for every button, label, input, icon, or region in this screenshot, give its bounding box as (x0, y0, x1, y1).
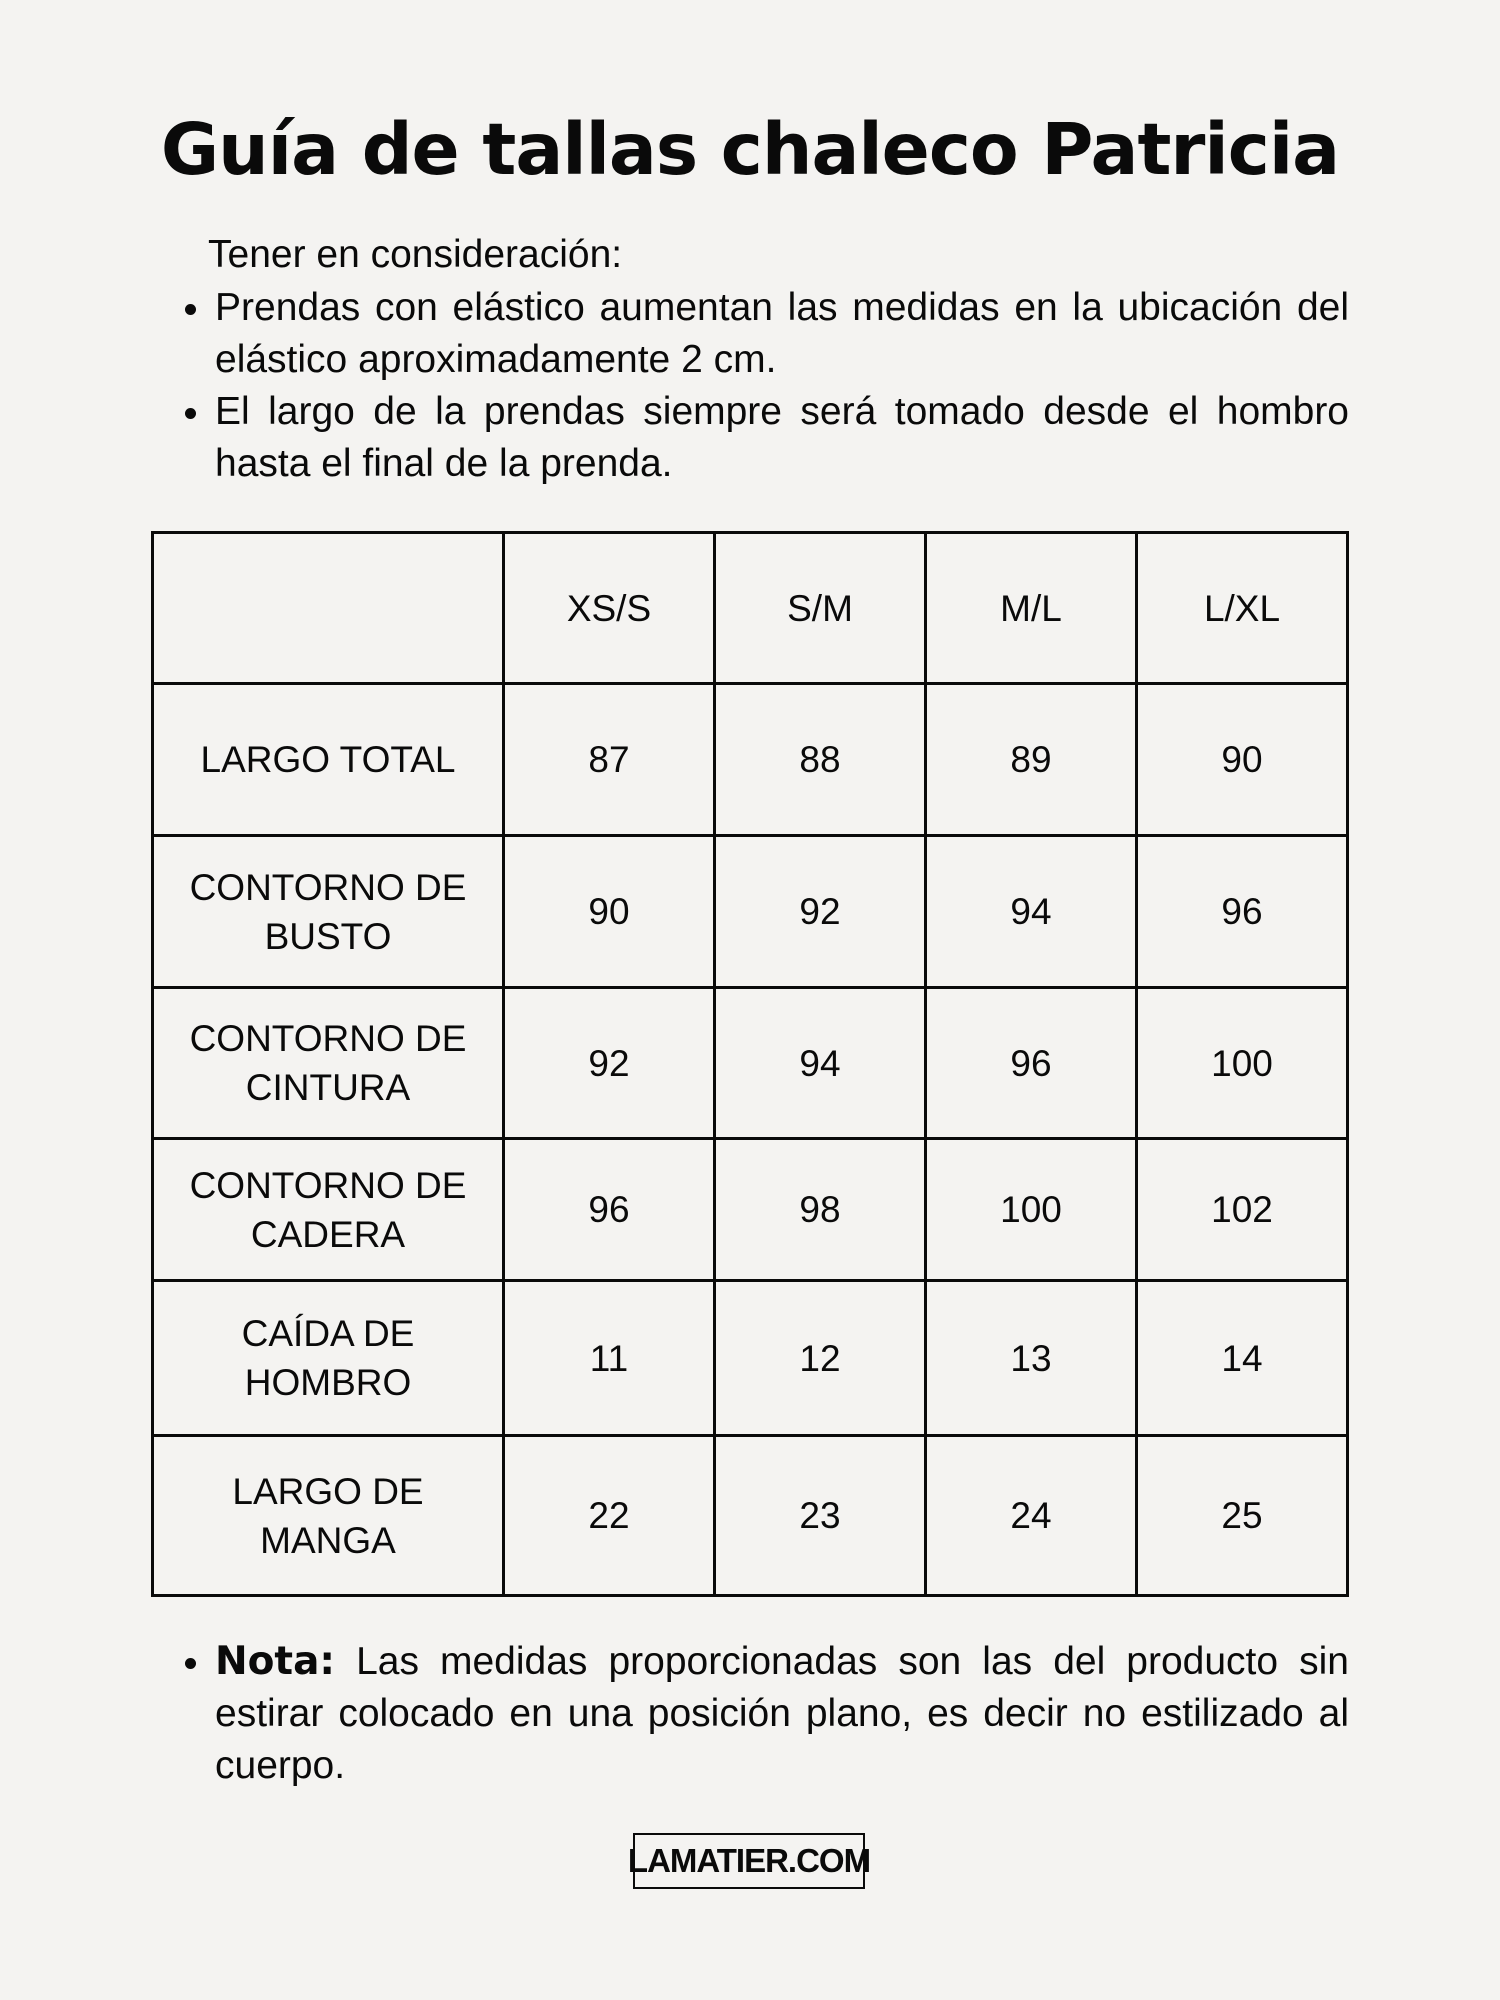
table-row (153, 684, 1348, 836)
row-label: CONTORNO DE CADERA (153, 1139, 504, 1281)
row-label: CONTORNO DE BUSTO (153, 836, 504, 988)
table-cell: 89 (926, 684, 1137, 836)
table-cell: 100 (1137, 988, 1348, 1139)
table-cell: 13 (926, 1281, 1137, 1436)
note-paragraph (215, 1636, 1349, 1792)
table-cell: 98 (715, 1139, 926, 1281)
table-cell: 12 (715, 1281, 926, 1436)
table-cell: 102 (1137, 1139, 1348, 1281)
note-label: Nota: (215, 1639, 335, 1684)
list-item: El largo de la prendas siempre será tomado desde el hombro hasta el final de la prenda. (215, 386, 1349, 490)
table-cell: 14 (1137, 1281, 1348, 1436)
brand-box (627, 1833, 871, 1889)
table-cell: 96 (504, 1139, 715, 1281)
table-cell: 94 (715, 988, 926, 1139)
table-row (153, 988, 1348, 1139)
row-label: CONTORNO DE CINTURA (153, 988, 504, 1139)
table-cell: 25 (1137, 1436, 1348, 1596)
table-header-row (153, 533, 1348, 684)
table-row (153, 836, 1348, 988)
header-cell-size: L/XL (1137, 533, 1348, 684)
header-cell-size: S/M (715, 533, 926, 684)
header-cell-empty (153, 533, 504, 684)
table-cell: 87 (504, 684, 715, 836)
brand-label: LAMATIER.COM (627, 1842, 871, 1879)
considerations-list (215, 282, 1349, 490)
table-cell: 100 (926, 1139, 1137, 1281)
table-cell: 96 (926, 988, 1137, 1139)
table-cell: 88 (715, 684, 926, 836)
table-cell: 94 (926, 836, 1137, 988)
table-cell: 24 (926, 1436, 1137, 1596)
row-label: LARGO DE MANGA (153, 1436, 504, 1596)
table-cell: 90 (504, 836, 715, 988)
table-cell: 92 (715, 836, 926, 988)
size-table (151, 531, 1349, 1597)
table-cell: 92 (504, 988, 715, 1139)
table-cell: 96 (1137, 836, 1348, 988)
table-row (153, 1436, 1348, 1596)
note-text: Las medidas proporcionadas son las del producto sin estirar colocado en una posición plano, es decir no estilizado al cuerpo. (215, 1640, 1349, 1787)
row-label: CAÍDA DE HOMBRO (153, 1281, 504, 1436)
table-cell: 11 (504, 1281, 715, 1436)
table-cell: 90 (1137, 684, 1348, 836)
table-row (153, 1139, 1348, 1281)
page-title: Guía de tallas chaleco Patricia (160, 108, 1340, 191)
intro-text: Tener en consideración: (208, 233, 623, 276)
row-label: LARGO TOTAL (153, 684, 504, 836)
list-item: Prendas con elástico aumentan las medidas en la ubicación del elástico aproximadamente 2 cm. (215, 282, 1349, 386)
table-row (153, 1281, 1348, 1436)
header-cell-size: XS/S (504, 533, 715, 684)
table-cell: 22 (504, 1436, 715, 1596)
header-cell-size: M/L (926, 533, 1137, 684)
table-cell: 23 (715, 1436, 926, 1596)
